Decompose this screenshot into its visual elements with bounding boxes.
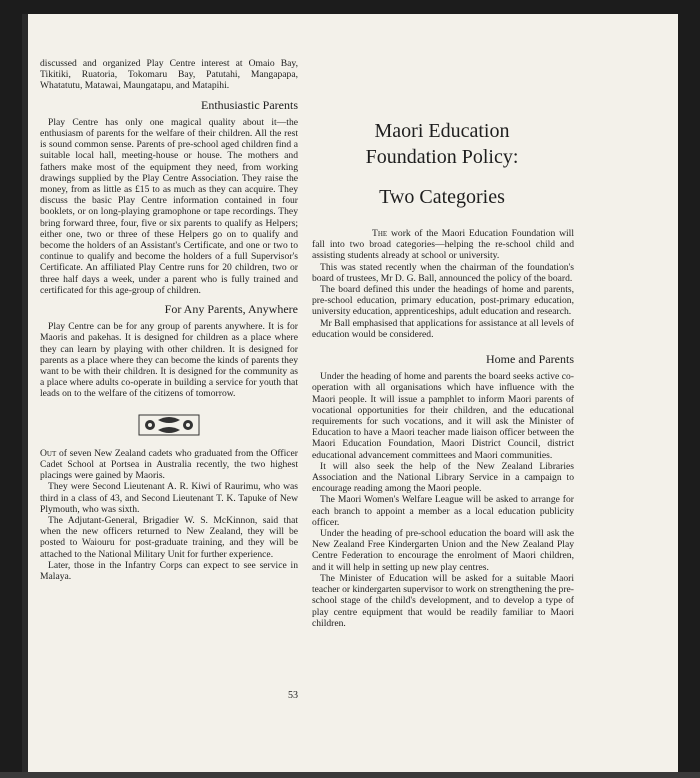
bottom-edge: [0, 772, 700, 778]
paragraph: Play Centre has only one magical quality about it—the enthusiasm of parents for the welfare of their children. All the rest is sound common sense. Parents of pre-school aged children find a suitable local hall, meeting-house or house. The mothers and fathers make most of the equipment they need, from working drawings supplied by the Play Centre Association. They raise the money, from as little as £15 to as much as they can acquire. They discuss the basic Play Centre information contained in four booklets, or on long-playing gramophone or tape recordings. They bring forward three, four, five or six parents to qualify as Helpers; either one, two or three of these Helpers go on to qualify and become the holders of an Assistant's Certificate, and one or two to continue to qualify and become the holders of a full Supervisor's Certificate. An affiliated Play Centre runs for 20 children, two or three half days a week, under a parent who is fully trained and certificated for this age-group of children.: [40, 116, 298, 296]
heading-for-any-parents: For Any Parents, Anywhere: [164, 302, 298, 317]
lead-paragraph: The work of the Maori Education Foundation will fall into two broad categories—helping the re-school child and assisting students already at school or university.: [312, 228, 574, 262]
book-spine: [22, 14, 28, 772]
paragraph: Mr Ball emphasised that applications for assistance at all levels of education would be considered.: [312, 317, 574, 340]
paragraph: The Maori Women's Welfare League will be asked to arrange for each branch to appoint a member as a local education publicity officer.: [312, 494, 574, 528]
heading-home-and-parents: Home and Parents: [486, 352, 574, 367]
paragraph: They were Second Lieutenant A. R. Kiwi of Raurimu, who was third in a class of 43, and Second Lieutenant T. K. Tapuke of New Plymouth, who was sixth.: [40, 481, 298, 515]
drop-lead: The: [372, 228, 388, 239]
title-line-1: Maori Education: [374, 120, 510, 142]
paragraph: The board defined this under the headings of home and parents, pre-school education, primary education, post-primary education, university education, apprenticeships, adult education and research.: [312, 284, 574, 318]
paragraph: Under the heading of pre-school education the board will ask the New Zealand Free Kindergarten Union and the New Zealand Play Centre Federation to encourage the enrolment of Maori children, and it will help in setting up new play centres.: [312, 528, 574, 573]
right-column: [312, 228, 574, 629]
drop-lead: Out: [40, 447, 57, 459]
paragraph: The Adjutant-General, Brigadier W. S. McKinnon, said that when the new officers returned to New Zealand, they will be posted to Waiouru for post-graduate training, and they will be attached to the National Military Unit for further experience.: [40, 514, 298, 560]
page-number: 53: [288, 690, 298, 701]
article-title: [318, 118, 566, 210]
decorative-ornament-icon: [40, 414, 298, 436]
paragraph: It will also seek the help of the New Zealand Libraries Association and the National Library Service in a campaign to encourage reading among the Maori people.: [312, 460, 574, 495]
paragraph: Under the heading of home and parents the board seeks active co-operation with all organisations which have influence with the Maori people. It will issue a pamphlet to inform Maori parents of vocational opportunities for their children, and the educational requirements for such vocations, and it will ask the Minister of Education to have a Maori teacher made liaison officer between the Maori Education Foundation, Maori District Council, district educational advancement committees and Maori communities.: [312, 371, 574, 461]
left-column: [40, 58, 298, 582]
title-line-2: Foundation Policy:: [365, 146, 519, 168]
paragraph: Later, those in the Infantry Corps can expect to see service in Malaya.: [40, 559, 298, 582]
heading-enthusiastic-parents: Enthusiastic Parents: [201, 97, 298, 112]
title-line-3: Two Categories: [379, 186, 505, 208]
paragraph: The Minister of Education will be asked for a suitable Maori teacher or kindergarten supervisor to work on strengthening the pre-school stage of the child's development, and to develop a type of play centre equipment that would be readily familiar to Maori children.: [312, 572, 574, 629]
paragraph: Play Centre can be for any group of parents anywhere. It is for Maoris and pakehas. It is designed for children as a place where they can learn by playing with other children. It is designed for parents as a place where they can become the kinds of parents they want to be with their children. It is designed for the community as a place where adults co-operate in building a service for youth that leads on to the welfare of the citizens of tomorrow.: [40, 321, 298, 400]
paragraph: This was stated recently when the chairman of the foundation's board of trustees, Mr D. G. Ball, announced the policy of the board.: [312, 261, 574, 284]
cadet-paragraph: Out of seven New Zealand cadets who graduated from the Officer Cadet School at Portsea in Australia recently, the two highest placings were gained by Maoris.: [40, 447, 298, 482]
intro-paragraph: discussed and organized Play Centre interest at Omaio Bay, Tikitiki, Ruatoria, Tokomaru Bay, Patutahi, Mangapapa, Whatatutu, Matawai, Maungatapu, and Matapihi.: [40, 58, 298, 92]
